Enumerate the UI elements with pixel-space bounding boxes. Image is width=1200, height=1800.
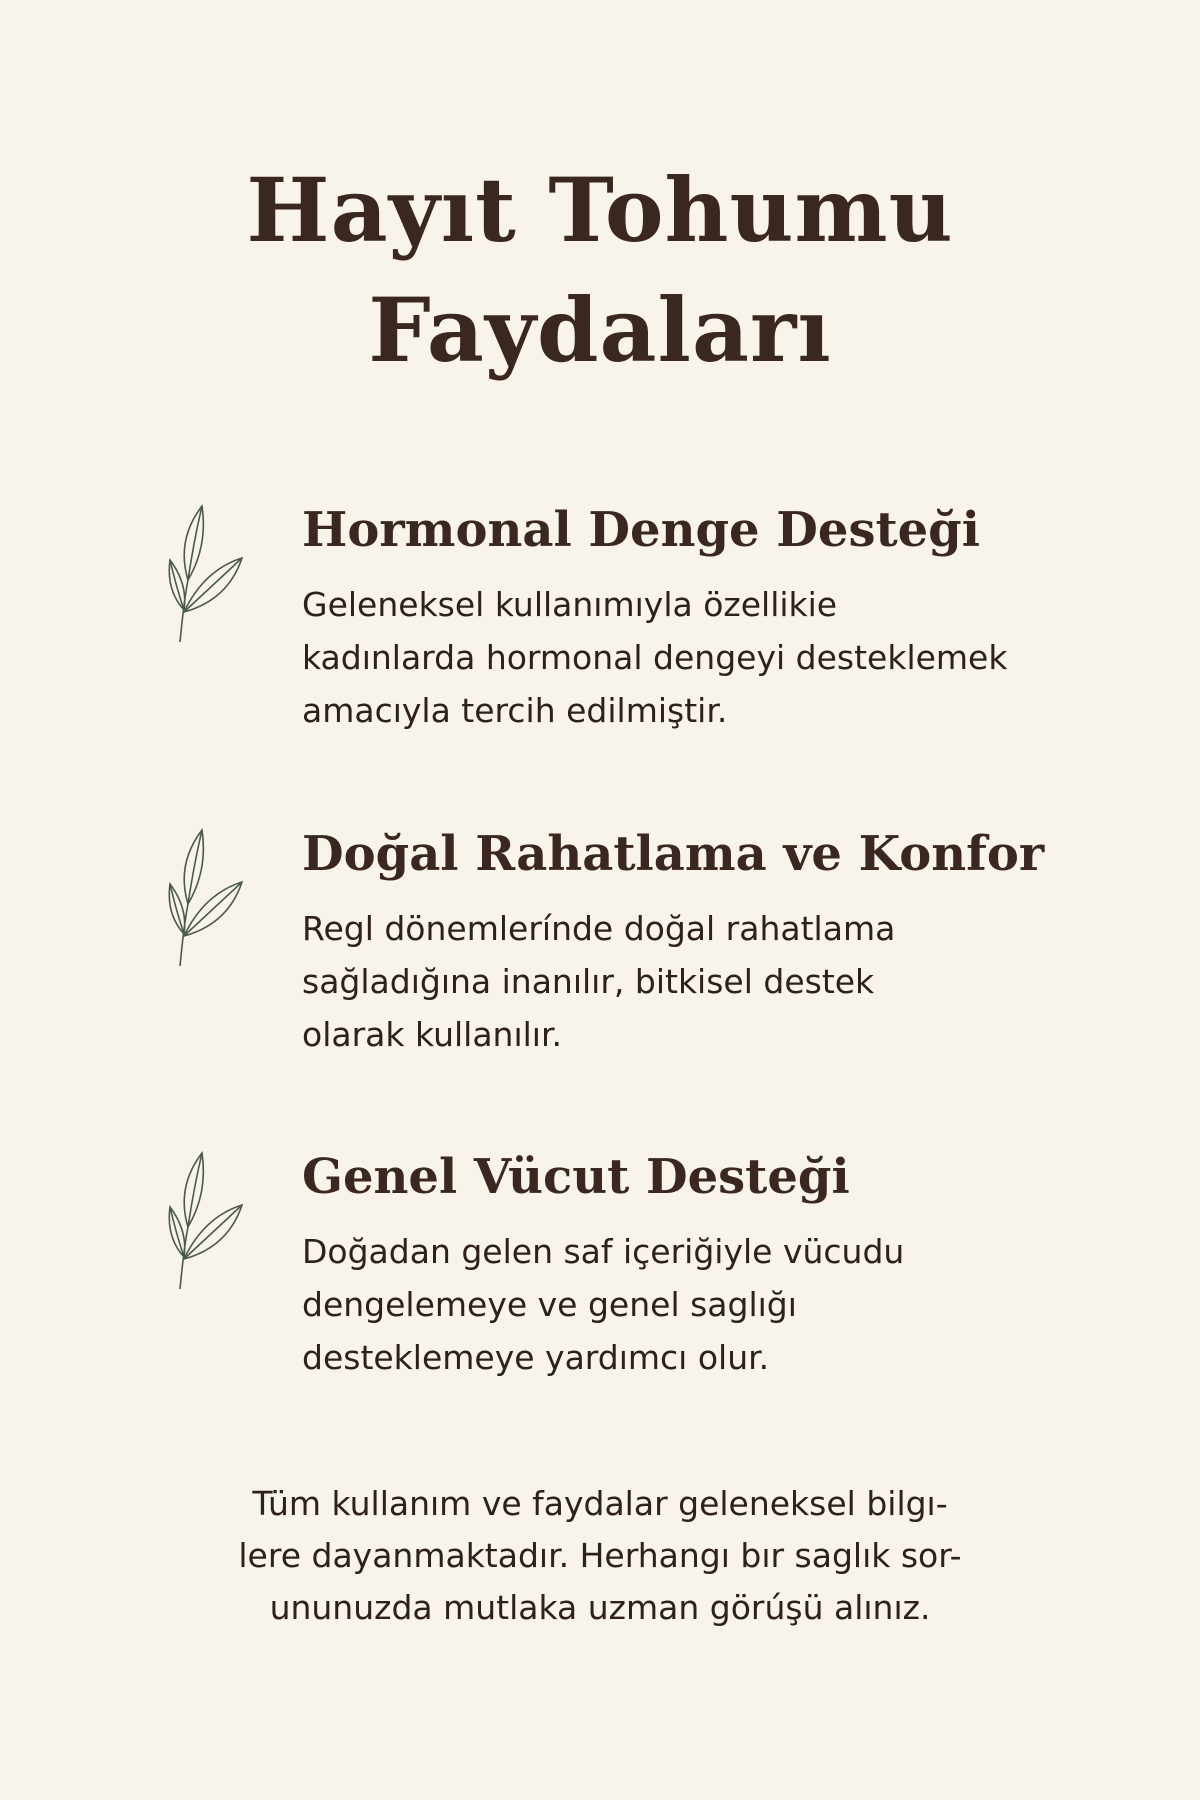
title-line-2: Faydaları (368, 278, 832, 382)
disclaimer-line: lere dayanmaktadır. Herhangı bır saglık sor- (238, 1536, 962, 1575)
page-title (0, 150, 1200, 390)
benefit-heading: Doğal Rahatlama ve Konfor (302, 826, 1045, 882)
benefit-description (302, 1225, 904, 1384)
description-line: desteklemeye yardımcı olur. (302, 1338, 770, 1377)
benefit-description (302, 902, 895, 1061)
leaf-sprig-icon (168, 1147, 268, 1297)
description-line: dengelemeye ve genel saglığı (302, 1285, 797, 1324)
benefit-natural-relief (0, 826, 1200, 1154)
disclaimer (0, 1478, 1200, 1634)
disclaimer-line: ununuzda mutlaka uzman görúşü alınız. (269, 1588, 931, 1627)
description-line: Regl dönemlerínde doğal rahatlama (302, 909, 896, 948)
description-line: amacıyla tercih edilmiştir. (302, 691, 728, 730)
description-line: Geleneksel kullanımıyla özellikie (302, 585, 838, 624)
title-line-1: Hayıt Tohumu (246, 158, 954, 262)
leaf-sprig-icon (168, 500, 268, 650)
benefit-hormonal-balance (0, 502, 1200, 830)
description-line: sağladığına inanılır, bitkisel destek (302, 962, 875, 1001)
disclaimer-line: Tüm kullanım ve faydalar geleneksel bilgı- (252, 1484, 948, 1523)
description-line: kadınlarda hormonal dengeyi desteklemek (302, 638, 1008, 677)
benefit-heading: Genel Vücut Desteği (302, 1149, 850, 1205)
benefit-general-body-support (0, 1149, 1200, 1477)
leaf-sprig-icon (168, 824, 268, 974)
benefit-description (302, 578, 1007, 737)
benefit-heading: Hormonal Denge Desteği (302, 502, 980, 558)
description-line: Doğadan gelen saf içeriğiyle vücudu (302, 1232, 905, 1271)
description-line: olarak kullanılır. (302, 1015, 562, 1054)
